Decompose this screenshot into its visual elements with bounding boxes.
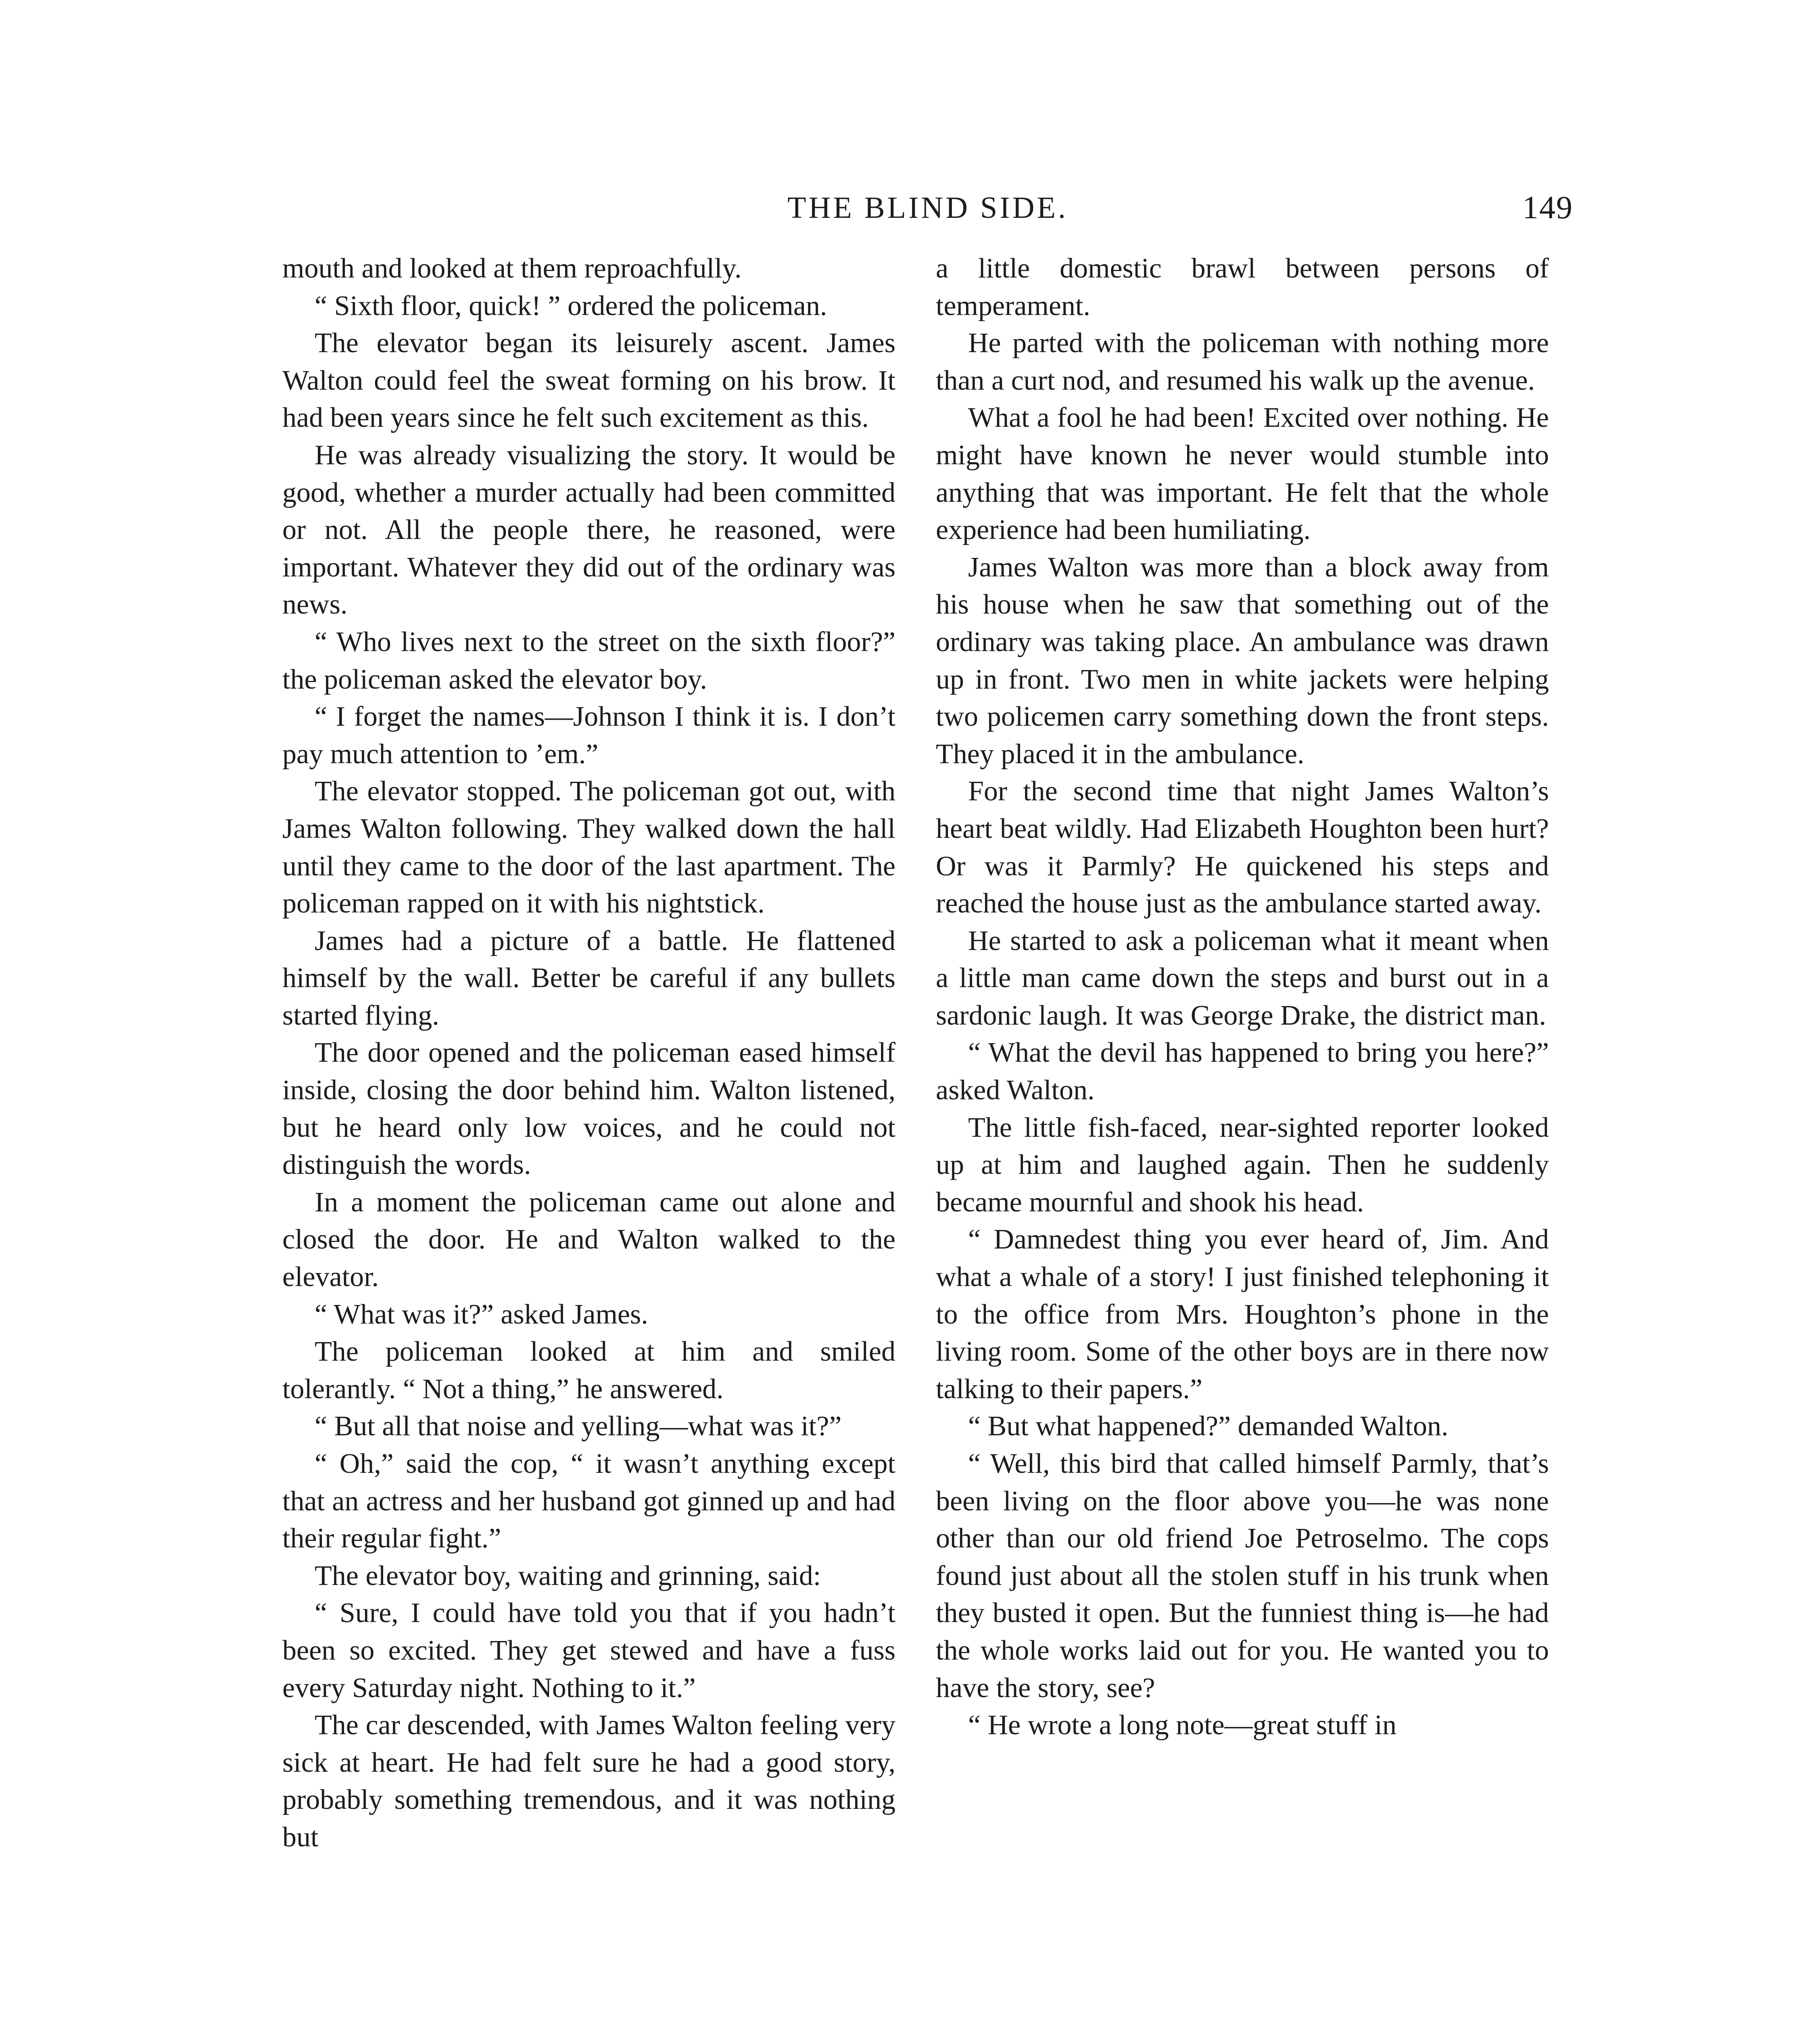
paragraph: The policeman looked at him and smiled tolerantly. “ Not a thing,” he answered. (282, 1336, 895, 1405)
paragraph: “ What was it?” asked James. (315, 1299, 648, 1330)
paragraph: “ Well, this bird that called himself Parmly, that’s been living on the floor above you—he was none other than our old friend Joe Petroselmo. The cops found just about all the stolen stuff in his trunk when they busted it open. But the funniest thing is—he had the whole works laid out for you. He wanted you to have the story, see? (936, 1448, 1549, 1704)
page-number: 149 (1522, 190, 1573, 226)
paragraph: The door opened and the policeman eased himself inside, closing the door behind him. Walton listened, but he heard only low voices, and he could not distinguish the words. (282, 1037, 895, 1181)
paragraph: “ Oh,” said the cop, “ it wasn’t anything except that an actress and her husband got ginned up and had their regular fight.” (282, 1448, 895, 1554)
paragraph: The elevator stopped. The policeman got out, with James Walton following. They walked down the hall until they came to the door of the last apartment. The policeman rapped on it with his nightstick. (282, 776, 895, 919)
paragraph: He parted with the policeman with nothing more than a curt nod, and resumed his walk up the avenue. (936, 328, 1549, 396)
paragraph: “ But all that noise and yelling—what was it?” (315, 1411, 842, 1442)
running-head: THE BLIND SIDE. (787, 191, 1068, 225)
paragraph: He started to ask a policeman what it meant when a little man came down the steps and burst out in a sardonic laugh. It was George Drake, the district man. (936, 925, 1549, 1031)
paragraph: “ Sure, I could have told you that if you hadn’t been so excited. They get stewed and have a fuss every Saturday night. Nothing to it.” (282, 1597, 895, 1704)
paragraph: The car descended, with James Walton feeling very sick at heart. He had felt sure he had a good story, probably something tremendous, and it was nothing but (282, 1710, 895, 1853)
paragraph: mouth and looked at them reproachfully. (282, 253, 742, 284)
paragraph: “ But what happened?” demanded Walton. (968, 1411, 1448, 1442)
paragraph: James had a picture of a battle. He flattened himself by the wall. Better be careful if any bullets started flying. (282, 925, 895, 1031)
left-column (282, 250, 895, 2017)
paragraph: James Walton was more than a block away from his house when he saw that something out of the ordinary was taking place. An ambulance was drawn up in front. Two men in white jackets were helping two policemen carry something down the front steps. They placed it in the ambulance. (936, 551, 1549, 770)
paragraph: What a fool he had been! Excited over nothing. He might have known he never would stumble into anything that was important. He felt that the whole experience had been humiliating. (936, 402, 1549, 546)
paragraph: The elevator boy, waiting and grinning, said: (315, 1560, 821, 1591)
paragraph: “ He wrote a long note—great stuff in (968, 1710, 1396, 1741)
paragraph: “ I forget the names—Johnson I think it is. I don’t pay much attention to ’em.” (282, 701, 895, 770)
paragraph: The little fish-faced, near-sighted reporter looked up at him and laughed again. Then he suddenly became mournful and shook his head. (936, 1112, 1549, 1218)
paragraph: He was already visualizing the story. It would be good, whether a murder actually had been committed or not. All the people there, he reasoned, were important. Whatever they did out of the ordinary was news. (282, 439, 895, 620)
right-column (936, 250, 1549, 2017)
page-header (282, 186, 1573, 230)
paragraph: “ Sixth floor, quick! ” ordered the policeman. (315, 290, 827, 322)
paragraph: a little domestic brawl between persons of temperament. (936, 253, 1549, 322)
paragraph: “ What the devil has happened to bring you here?” asked Walton. (936, 1037, 1549, 1106)
paragraph: “ Who lives next to the street on the sixth floor?” the policeman asked the elevator boy. (282, 626, 895, 695)
paragraph: In a moment the policeman came out alone and closed the door. He and Walton walked to the elevator. (282, 1186, 895, 1293)
paragraph: For the second time that night James Walton’s heart beat wildly. Had Elizabeth Houghton been hurt? Or was it Parmly? He quickened his steps and reached the house just as the ambulance started away. (936, 776, 1549, 919)
paragraph: “ Damnedest thing you ever heard of, Jim. And what a whale of a story! I just finished telephoning it to the office from Mrs. Houghton’s phone in the living room. Some of the other boys are in there now talking to their papers.” (936, 1224, 1549, 1405)
paragraph: The elevator began its leisurely ascent. James Walton could feel the sweat forming on his brow. It had been years since he felt such excitement as this. (282, 328, 895, 434)
